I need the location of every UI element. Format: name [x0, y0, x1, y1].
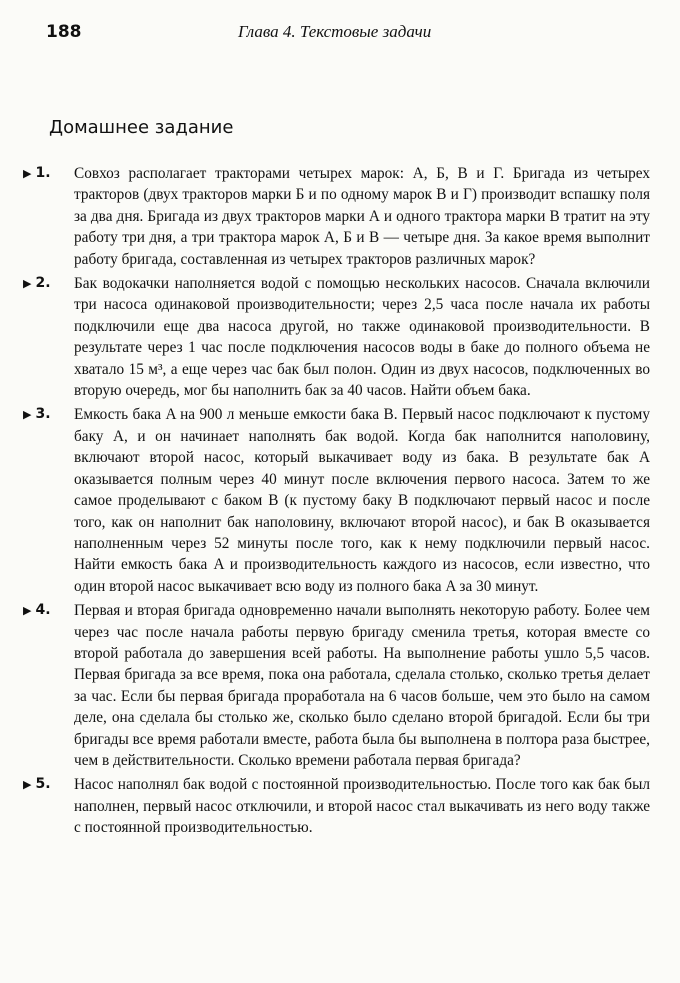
triangle-bullet-icon: ▶: [23, 778, 32, 792]
section-title: Домашнее задание: [49, 117, 234, 138]
problem-marker: [23, 163, 51, 184]
problem-text: Насос наполнял бак водой с постоянной производительностью. После того как бак был наполнен, первый насос отключили, и второй насос стал выкачивать из него воду также с постоянной производительностью.: [74, 776, 650, 837]
page-number: 188: [46, 22, 82, 42]
page-header: [46, 22, 646, 48]
problem-marker: [23, 273, 51, 294]
problem-marker: [23, 600, 51, 621]
problem-number: 3.: [35, 406, 51, 423]
problem-marker: [23, 404, 51, 425]
problem-number: 5.: [35, 776, 51, 793]
problem-item: [0, 600, 680, 771]
triangle-bullet-icon: ▶: [23, 277, 32, 291]
problem-text: Бак водокачки наполняется водой с помощью нескольких насосов. Сначала включили три насоса одинаковой производительности; через 2,5 часа после начала их работы подключили еще два насоса другой, но также одинаковой производительности. В результате через 1 час после подключения насосов воды в баке до полного объема не хватало 15 м³, а еще через час бак был полон. Один из двух насосов, подключенных во вторую очередь, мог бы наполнить бак за 40 часов. Найти объем бака.: [74, 275, 650, 400]
problem-item: [0, 404, 680, 597]
triangle-bullet-icon: ▶: [23, 604, 32, 618]
problem-number: 4.: [35, 602, 51, 619]
problem-number: 1.: [35, 165, 51, 181]
problem-number: 2.: [35, 275, 51, 292]
problem-text: Совхоз располагает тракторами четырех марок: А, Б, В и Г. Бригада из четырех тракторов (двух тракторов марки Б и по одному марок В и Г) производит вспашку поля за два дня. Бригада из двух тракторов марки А и одного трактора марки В тратит на эту работу три дня, а три трактора марок А, Б и В — четыре дня. За какое время выполнит работу бригада, составленная из четырех тракторов различных марок?: [74, 165, 650, 268]
problem-text: Емкость бака A на 900 л меньше емкости бака B. Первый насос подключают к пустому баку A, и он начинает наполнять бак водой. Когда бак наполнится наполовину, включают второй насос, который выкачивает воду из бака. В результате бак A оказывается полным через 40 минут после включения первого насоса. Затем то же самое проделывают с баком B (к пустому баку B подключают первый насос и после того, как он наполнит бак наполовину, включают второй насос), и бак B оказывается наполненным через 52 минуты после того, как к нему подключили первый насос. Найти емкость бака A и производительность каждого из насосов, если известно, что один второй насос выкачивает всю воду из полного бака A за 30 минут.: [74, 406, 650, 595]
problem-item: [0, 163, 680, 270]
problem-item: [0, 774, 680, 838]
problem-marker: [23, 774, 51, 795]
problem-list: [0, 163, 680, 842]
triangle-bullet-icon: ▶: [23, 167, 32, 180]
problem-text: Первая и вторая бригада одновременно начали выполнять некоторую работу. Более чем через час после начала работы первую бригаду сменила третья, которая вместе со второй работала до завершения всей работы. На выполнение работы ушло 5,5 часов. Первая бригада за все время, пока она работала, сделала столько, сколько третья делает за час. Если бы первая бригада проработала на 6 часов больше, чем это было на самом деле, она сделала бы столько же, сколько было сделано второй бригадой. Если бы три бригады все время работали вместе, работа была бы выполнена в полтора раза быстрее, чем в действительности. Сколько времени работала первая бригада?: [74, 602, 650, 769]
problem-item: [0, 273, 680, 401]
triangle-bullet-icon: ▶: [23, 408, 32, 422]
running-title: Глава 4. Текстовые задачи: [238, 22, 432, 41]
